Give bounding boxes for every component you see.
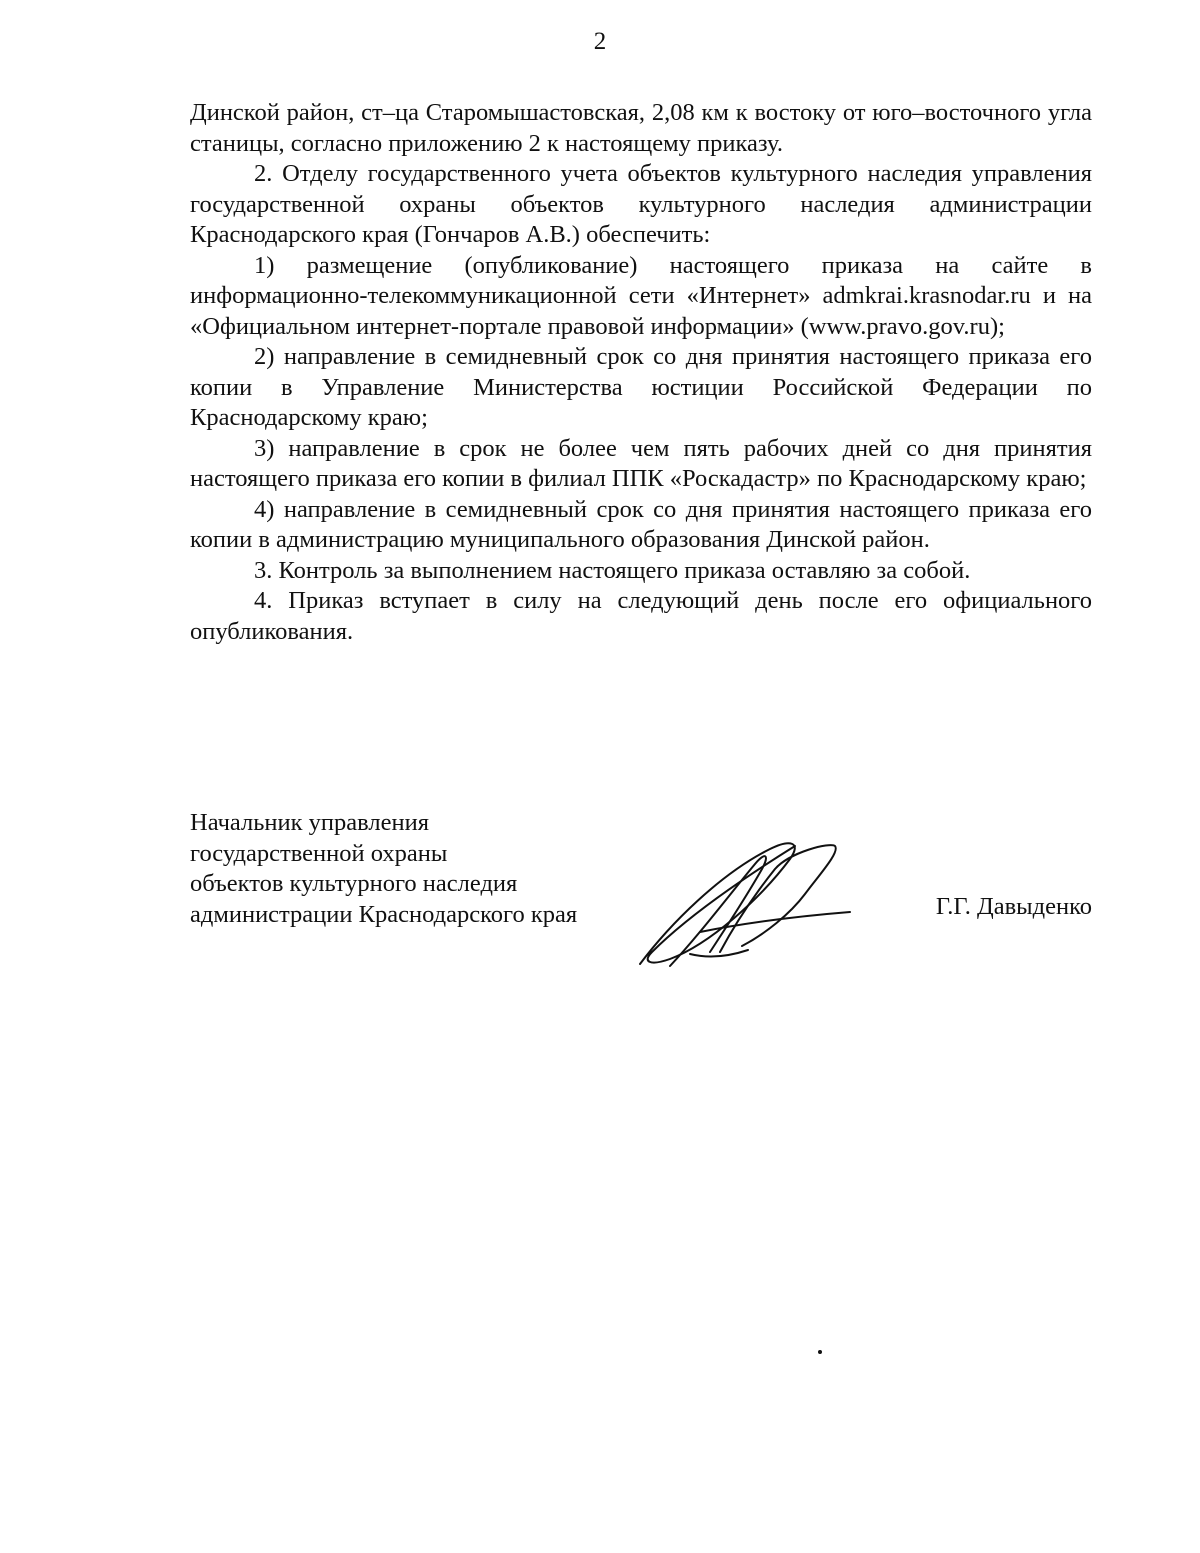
page-number: 2 [593,28,607,55]
signature-stroke [690,950,748,957]
signature-stroke [720,845,836,952]
paragraph-item-2: 2. Отделу государственного учета объектов культурного наследия управления государственной охраны объектов культурного наследия администрации Краснодарского края (Гончаров А.В.) обеспечить: [190,160,1092,248]
signature-block [190,808,1092,968]
handwritten-signature [630,834,860,974]
signature-stroke [640,843,795,964]
signer-position-line: объектов культурного наследия [190,870,518,897]
signer-position-line: администрации Краснодарского края [190,900,578,928]
paragraph-item-4: 4. Приказ вступает в силу на следующий день после его официального опубликования. [190,587,1092,645]
paragraph-subitem-3: 3) направление в срок не более чем пять рабочих дней со дня принятия настоящего приказа его копии в филиал ППК «Роскадастр» по Краснодарскому краю; [190,434,1092,492]
document-body [190,98,1092,647]
signature-stroke [670,856,766,966]
signer-position [190,808,577,930]
paragraph-subitem-2: 2) направление в семидневный срок со дня принятия настоящего приказа его копии в Управление Министерства юстиции Российской Федерации по Краснодарскому краю; [190,343,1092,431]
paragraph-subitem-4: 4) направление в семидневный срок со дня принятия настоящего приказа его копии в администрацию муниципального образования Динской район. [190,495,1092,553]
signer-position-line: Начальник управления [190,809,429,836]
signer-position-line: государственной охраны [190,839,448,867]
signer-name: Г.Г. Давыденко [935,893,1092,920]
paragraph-item-3: 3. Контроль за выполнением настоящего приказа оставляю за собой. [254,556,971,584]
scan-speck [818,1350,822,1354]
paragraph-continuation: Динской район, ст–ца Старомышастовская, 2,08 км к востоку от юго–восточного угла станицы, согласно приложению 2 к настоящему приказу. [190,99,1092,157]
paragraph-subitem-1: 1) размещение (опубликование) настоящего приказа на сайте в информационно-телекоммуникационной сети «Интернет» admkrai.krasnodar.ru и на «Официальном интернет-портале правовой информации» (www.pravo.gov.ru); [190,251,1092,340]
signature-stroke [700,912,850,932]
